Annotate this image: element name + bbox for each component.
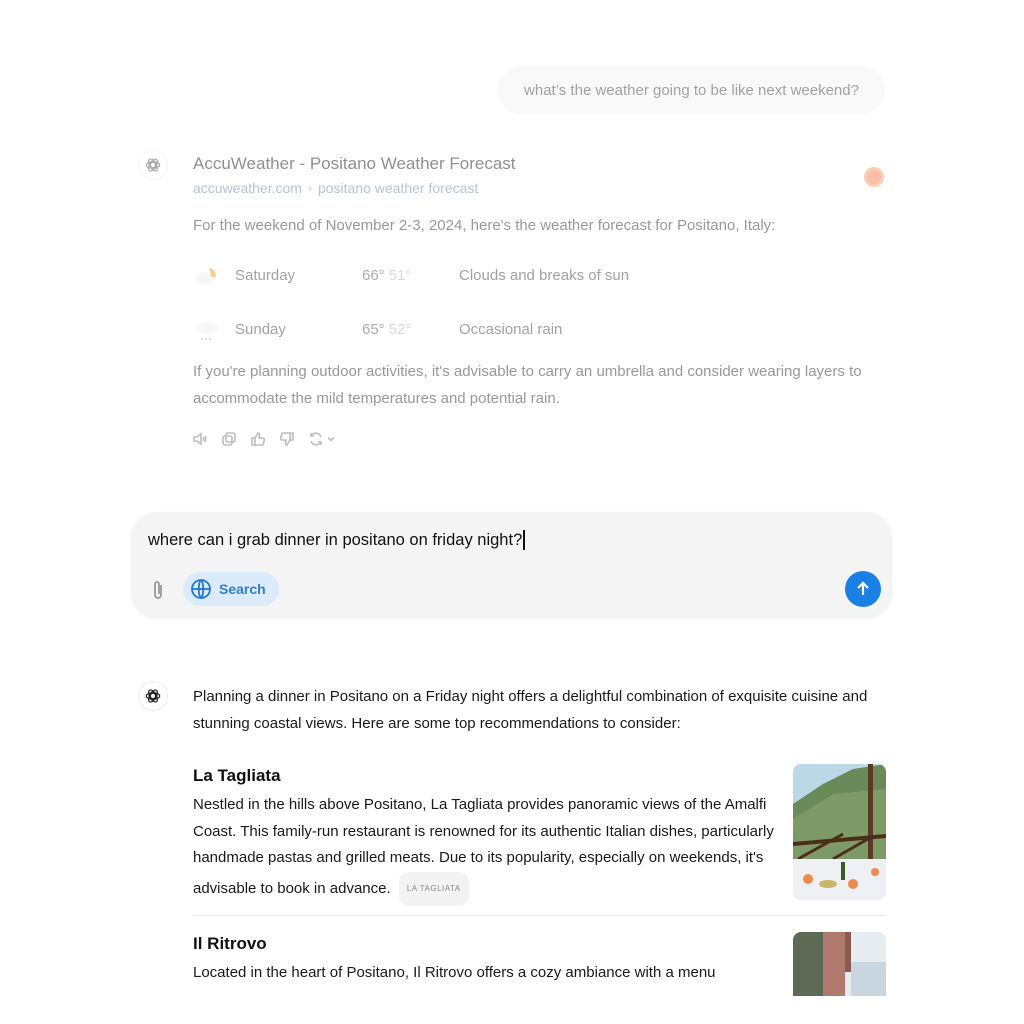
thumbs-down-button[interactable] (278, 430, 296, 448)
place-description (193, 792, 778, 906)
forecast-low: 52° (388, 320, 412, 338)
regenerate-button[interactable] (307, 430, 325, 448)
place-divider (193, 915, 886, 916)
openai-logo-icon (143, 155, 163, 175)
user-message-text: what’s the weather going to be like next weekend? (524, 81, 859, 99)
thumbs-up-button[interactable] (249, 430, 267, 448)
read-aloud-button[interactable] (191, 430, 209, 448)
message-actions (191, 430, 335, 448)
place-name: Il Ritrovo (193, 934, 267, 953)
place-description-text: Located in the heart of Positano, Il Ritrovo offers a cozy ambiance with a menu (193, 964, 716, 981)
assistant-avatar (138, 150, 168, 180)
place-description-text: Nestled in the hills above Positano, La Tagliata provides panoramic views of the Amalfi Coast. This family-run restaurant is renowned for its authentic Italian dishes, particularly handmade pastas and grilled meats. Due to its popularity, especially on weekends, it's advisable to book in advance. (193, 796, 774, 897)
place-photo[interactable] (793, 764, 886, 900)
speaker-icon (192, 431, 208, 447)
globe-icon (190, 578, 212, 600)
forecast-low: 51° (388, 266, 412, 284)
forecast-day: Sunday (235, 320, 286, 338)
text-caret (523, 530, 525, 550)
forecast-high: 66° (362, 266, 385, 284)
forecast-row-saturday (193, 260, 629, 290)
attach-file-button[interactable] (149, 578, 167, 602)
forecast-temps (362, 321, 459, 338)
breadcrumb-separator: › (307, 181, 312, 195)
copy-icon (221, 431, 237, 447)
forecast-advice: If you're planning outdoor activities, it's advisable to carry an umbrella and consider wearing layers to accommodate the mild temperatures and potential rain. (193, 363, 862, 407)
place-card-la-tagliata (193, 766, 886, 906)
chevron-down-icon (327, 435, 335, 443)
source-breadcrumb[interactable] (193, 180, 478, 196)
search-toggle-button[interactable] (183, 572, 279, 606)
rain-icon (193, 314, 223, 344)
arrow-up-icon (855, 581, 871, 597)
forecast-day: Saturday (235, 266, 296, 284)
response-intro: Planning a dinner in Positano on a Friday night offers a delightful combination of exquisite cuisine and stunning coastal views. Here are some top recommendations to consider: (193, 688, 868, 732)
forecast-condition: Occasional rain (459, 320, 563, 338)
thumbs-up-icon (250, 431, 266, 447)
message-composer[interactable] (131, 512, 892, 618)
source-title-link[interactable]: AccuWeather - Positano Weather Forecast (193, 154, 516, 173)
regenerate-options-button[interactable] (327, 435, 335, 443)
message-input-text: where can i grab dinner in positano on friday night? (148, 530, 523, 549)
citation-chip[interactable]: LA TAGLIATA (399, 872, 469, 907)
user-message-bubble (498, 66, 885, 114)
forecast-temps (362, 267, 459, 284)
assistant-avatar (138, 681, 168, 711)
source-domain: accuweather.com (193, 180, 302, 196)
copy-button[interactable] (220, 430, 238, 448)
place-name: La Tagliata (193, 766, 281, 785)
paperclip-icon (151, 579, 165, 601)
partly-sunny-icon (193, 260, 223, 290)
source-path: positano weather forecast (317, 180, 479, 196)
forecast-high: 65° (362, 320, 385, 338)
thumbs-down-icon (279, 431, 295, 447)
place-description (193, 960, 778, 987)
place-photo[interactable] (793, 932, 886, 996)
forecast-condition: Clouds and breaks of sun (459, 266, 630, 284)
place-card-il-ritrovo (193, 934, 886, 1004)
send-button[interactable] (845, 571, 881, 607)
message-input[interactable] (148, 530, 525, 550)
sun-favicon-icon (862, 165, 886, 189)
openai-logo-icon (143, 686, 163, 706)
search-toggle-label: Search (219, 581, 266, 597)
forecast-row-sunday (193, 314, 562, 344)
regenerate-icon (308, 431, 324, 447)
forecast-intro: For the weekend of November 2-3, 2024, here's the weather forecast for Positano, Italy: (193, 217, 776, 234)
